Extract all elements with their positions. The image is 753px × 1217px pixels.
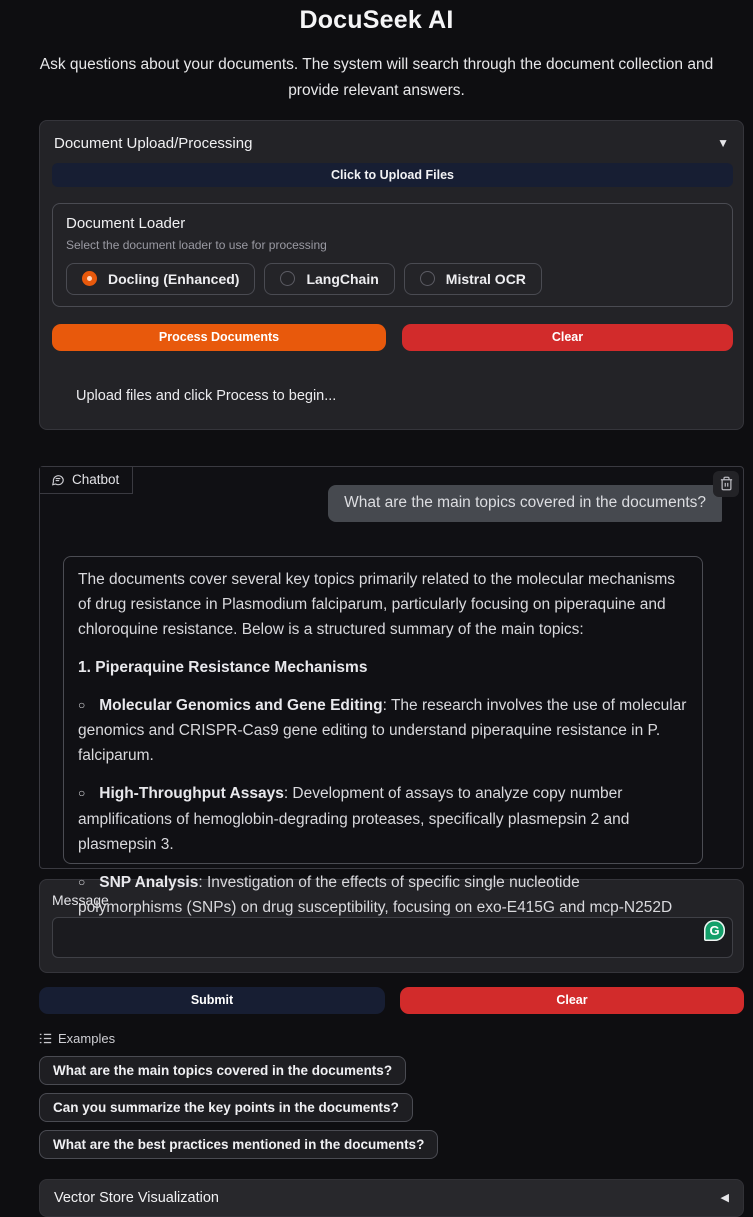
- list-icon: [39, 1032, 52, 1045]
- radio-option-label: LangChain: [306, 270, 379, 287]
- user-message-row: [40, 485, 722, 522]
- radio-selected-icon: [82, 271, 97, 286]
- message-input[interactable]: [52, 917, 733, 958]
- document-loader-group: [52, 203, 733, 307]
- upload-clear-button[interactable]: Clear: [402, 324, 733, 351]
- bot-bullet-item: [78, 781, 688, 856]
- bullet-circle-icon: ○: [78, 786, 86, 801]
- document-loader-info: Select the document loader to use for processing: [66, 237, 327, 252]
- upload-accordion-header[interactable]: [52, 133, 731, 152]
- trash-icon: [719, 476, 734, 491]
- bullet-bold-label: High-Throughput Assays: [99, 785, 284, 803]
- example-button-main-topics[interactable]: What are the main topics covered in the documents?: [39, 1056, 406, 1085]
- radio-option-mistral-ocr[interactable]: [404, 263, 542, 295]
- chevron-left-icon[interactable]: ◀: [720, 1192, 729, 1205]
- user-message-bubble[interactable]: What are the main topics covered in the documents?: [328, 485, 722, 522]
- radio-option-label: Mistral OCR: [445, 270, 526, 287]
- chat-bubble-icon: [51, 473, 65, 487]
- chevron-down-icon[interactable]: ▼: [717, 136, 729, 151]
- radio-option-langchain[interactable]: [264, 263, 394, 295]
- vector-store-label: Vector Store Visualization: [54, 1189, 219, 1206]
- radio-unselected-icon: [420, 271, 435, 286]
- example-button-summarize[interactable]: Can you summarize the key points in the documents?: [39, 1093, 413, 1122]
- radio-option-docling[interactable]: [66, 263, 255, 295]
- vector-store-accordion[interactable]: [39, 1179, 744, 1217]
- page-title: DocuSeek AI: [299, 6, 454, 34]
- upload-actions-row: [52, 324, 733, 351]
- bullet-circle-icon: ○: [78, 698, 86, 713]
- bullet-circle-icon: ○: [78, 874, 86, 889]
- bullet-text: : Development of assays to analyze copy number amplifications of hemoglobin-degrading proteases, specifically plasmepsin 2 and plasmepsin 3.: [78, 785, 630, 853]
- process-documents-button[interactable]: Process Documents: [52, 324, 386, 351]
- loader-radio-group: [66, 263, 719, 295]
- bullet-bold-label: Molecular Genomics and Gene Editing: [99, 697, 383, 715]
- message-label: Message: [52, 891, 109, 908]
- upload-status-text: Upload files and click Process to begin...: [76, 387, 337, 404]
- examples-header: [39, 1031, 753, 1046]
- upload-accordion-label: Document Upload/Processing: [54, 134, 253, 152]
- chatbot-tab-label: Chatbot: [72, 472, 120, 488]
- message-input-wrap: [52, 917, 731, 963]
- bot-section-heading: 1. Piperaquine Resistance Mechanisms: [78, 659, 368, 677]
- bot-intro-paragraph: The documents cover several key topics primarily related to the molecular mechanisms of drug resistance in Plasmodium falciparum, particularly focusing on piperaquine and chloroquine resistance. Below is a structured summary of the main topics:: [78, 570, 675, 638]
- example-button-best-practices[interactable]: What are the best practices mentioned in the documents?: [39, 1130, 438, 1159]
- upload-accordion: [39, 120, 744, 430]
- bullet-text: : Investigation of the effects of specific single nucleotide polymorphisms (SNPs) on drug susceptibility, focusing on exo-E415G and mcp-N252D: [78, 873, 673, 916]
- radio-unselected-icon: [280, 271, 295, 286]
- chat-clear-button[interactable]: Clear: [400, 987, 744, 1014]
- submit-button[interactable]: Submit: [39, 987, 385, 1014]
- upload-files-button[interactable]: Click to Upload Files: [52, 163, 733, 187]
- bullet-text: : The research involves the use of molecular genomics and CRISPR-Cas9 gene editing to understand piperaquine resistance in P. falciparum.: [78, 697, 687, 765]
- bot-bullet-item: [78, 693, 688, 768]
- examples-label: Examples: [58, 1030, 116, 1046]
- bullet-bold-label: SNP Analysis: [99, 873, 199, 891]
- document-loader-title: Document Loader: [66, 214, 186, 232]
- chat-actions-row: [39, 987, 744, 1014]
- clear-chat-button[interactable]: [713, 471, 739, 497]
- radio-option-label: Docling (Enhanced): [108, 270, 240, 287]
- tab-chatbot: [40, 467, 133, 494]
- app-description: Ask questions about your documents. The system will search through the document collection and provide relevant answers.: [39, 56, 714, 100]
- examples-row: [39, 1056, 744, 1159]
- grammarly-icon[interactable]: G: [704, 920, 725, 941]
